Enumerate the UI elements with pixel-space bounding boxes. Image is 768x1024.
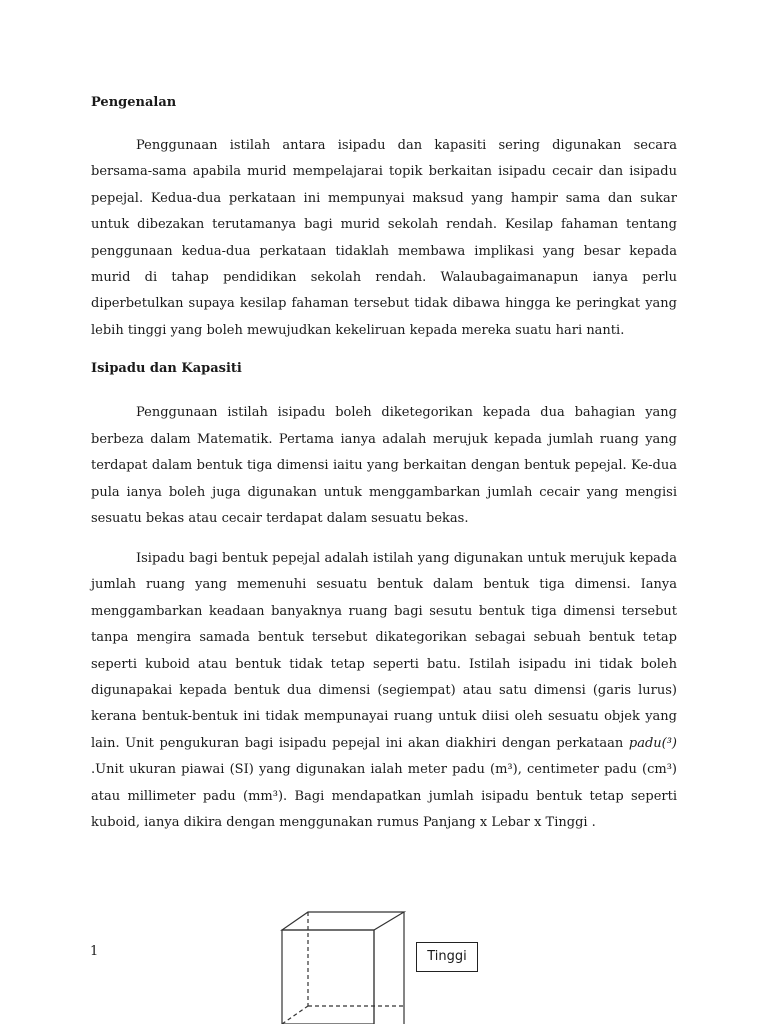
- tinggi-label: Tinggi: [416, 942, 478, 972]
- paragraph-intro: Penggunaan istilah antara isipadu dan kapasiti sering digunakan secara bersama-sama apabila murid mempelajarai topik berkaitan isipadu cecair dan isipadu pepejal. Kedua-dua perkataan ini mempunyai maksud yang hampir sama dan sukar untuk dibezakan terutamanya bagi murid sekolah rendah. Kesilap fahaman tentang penggunaan kedua-dua perkataan tidaklah membawa implikasi yang besar kepada murid di tahap pendidikan sekolah rendah. Walaubagaimanapun ianya perlu diperbetulkan supaya kesilap fahaman tersebut tidak dibawa hingga ke peringkat yang lebih tinggi yang boleh mewujudkan kekeliruan kepada mereka suatu hari nanti.: [91, 138, 677, 338]
- cuboid-front-face: [282, 930, 374, 1024]
- heading-pengenalan: Pengenalan: [91, 95, 177, 110]
- page-number: 1: [90, 944, 99, 959]
- cuboid-diagram: [276, 908, 416, 1024]
- cuboid-top-face: [282, 912, 404, 930]
- paragraph-pepejal: [91, 546, 677, 836]
- paragraph-pepejal-text-a: Isipadu bagi bentuk pepejal adalah istilah yang digunakan untuk merujuk kepada jumlah ruang yang memenuhi sesuatu bentuk dalam bentuk tiga dimensi. Ianya menggambarkan keadaan banyaknya ruang bagi sesutu bentuk tiga dimensi tersebut tanpa mengira samada bentuk tersebut dikategorikan sebagai sebuah bentuk tetap seperti kuboid atau bentuk tidak tetap seperti batu. Istilah isipadu ini tidak boleh digunapakai kepada bentuk dua dimensi (segiempat) atau satu dimensi (garis lurus) kerana bentuk-bentuk ini tidak mempunayai ruang untuk diisi oleh sesuatu objek yang lain. Unit pengukuran bagi isipadu pepejal ini akan diakhiri dengan perkataan: [91, 551, 677, 751]
- heading-isipadu-kapasiti: Isipadu dan Kapasiti: [91, 361, 242, 376]
- paragraph-pepejal-text-b: .Unit ukuran piawai (SI) yang digunakan ialah meter padu (m³), centimeter padu (cm³) atau millimeter padu (mm³). Bagi mendapatkan jumlah isipadu bentuk tetap seperti kuboid, ianya dikira dengan menggunakan rumus Panjang x Lebar x Tinggi .: [91, 762, 677, 831]
- padu-term: padu(³): [628, 735, 677, 751]
- paragraph-isipadu: Penggunaan istilah isipadu boleh diketegorikan kepada dua bahagian yang berbeza dalam Matematik. Pertama ianya adalah merujuk kepada jumlah ruang yang terdapat dalam bentuk tiga dimensi iaitu yang berkaitan dengan bentuk pepejal. Ke-dua pula ianya boleh juga digunakan untuk menggambarkan jumlah cecair yang mengisi sesuatu bekas atau cecair terdapat dalam sesuatu bekas.: [91, 405, 677, 526]
